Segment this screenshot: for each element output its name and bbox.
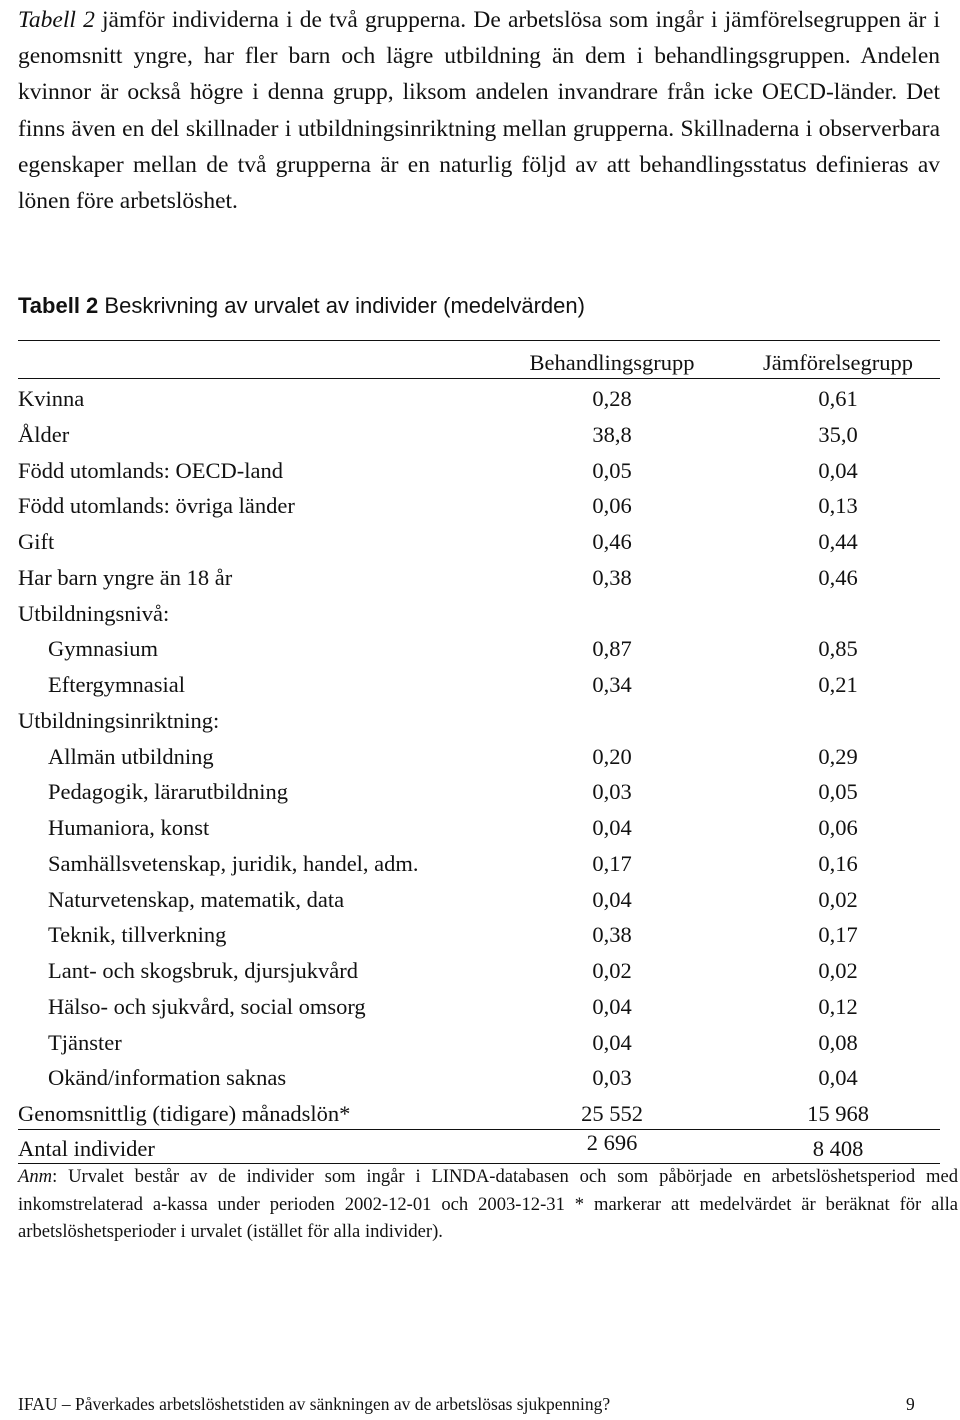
column-header-comparison: Jämförelsegrupp: [763, 350, 913, 375]
comparison-value: 0,16: [818, 850, 858, 876]
treatment-value: 0,06: [592, 493, 632, 519]
table-row: [0, 989, 960, 1025]
row-label: Samhällsvetenskap, juridik, handel, adm.: [48, 850, 419, 876]
treatment-value: 0,34: [592, 672, 632, 697]
page-number: 9: [906, 1394, 915, 1414]
row-label: Har barn yngre än 18 år: [18, 564, 233, 590]
row-label: Naturvetenskap, matematik, data: [48, 886, 345, 912]
table-note-label: Anm: [18, 1166, 53, 1187]
comparison-value: 0,04: [818, 457, 858, 483]
comparison-value: 0,04: [818, 1065, 858, 1091]
row-label: Allmän utbildning: [48, 743, 214, 769]
comparison-value: 0,02: [818, 958, 858, 983]
table-row: [0, 846, 960, 882]
comparison-value: 0,13: [818, 493, 858, 519]
treatment-value: 0,87: [592, 636, 632, 662]
comparison-value: 0,29: [818, 743, 858, 769]
row-label: Ålder: [18, 421, 70, 447]
treatment-value: 0,46: [592, 529, 632, 554]
table-row: [0, 810, 960, 846]
table-reference: Tabell 2: [18, 7, 95, 33]
table-row: [0, 1060, 960, 1096]
comparison-value: 0,46: [818, 564, 858, 590]
table-row: [0, 703, 960, 739]
row-label: Genomsnittlig (tidigare) månadslön*: [18, 1101, 351, 1126]
total-label: Antal individer: [18, 1136, 155, 1161]
comparison-value: 0,08: [818, 1029, 858, 1055]
treatment-value: 0,17: [592, 850, 632, 876]
table-note: [18, 1163, 958, 1246]
row-label: Född utomlands: OECD-land: [18, 457, 283, 483]
row-label: Hälso- och sjukvård, social omsorg: [48, 993, 366, 1019]
row-label: Pedagogik, lärarutbildning: [48, 779, 288, 805]
treatment-value: 0,38: [592, 564, 632, 590]
treatment-value: 0,04: [592, 993, 632, 1019]
table-row: [0, 774, 960, 810]
table-caption-text: Beskrivning av urvalet av individer (medelvärden): [98, 293, 585, 318]
table-row: [0, 596, 960, 632]
table-row: [0, 524, 960, 560]
table-row: [0, 381, 960, 417]
intro-paragraph: [18, 2, 940, 219]
comparison-value: 15 968: [807, 1101, 869, 1126]
comparison-value: 0,06: [818, 815, 858, 840]
table-caption-label: Tabell 2: [18, 293, 99, 318]
table-row: [0, 1025, 960, 1061]
table-total-rule: [18, 1129, 940, 1130]
treatment-value: 0,04: [592, 886, 632, 912]
treatment-value: 0,04: [592, 1029, 632, 1055]
table-row: [0, 739, 960, 775]
comparison-value: 35,0: [818, 421, 858, 447]
total-comparison-value: 8 408: [812, 1136, 864, 1161]
row-label: Kvinna: [18, 386, 85, 411]
comparison-value: 0,85: [818, 636, 858, 662]
row-label: Tjänster: [48, 1029, 122, 1055]
table-top-rule: [18, 340, 940, 341]
row-label: Humaniora, konst: [48, 815, 210, 840]
table-header-rule: [18, 378, 940, 379]
table-total-row: [0, 1131, 960, 1167]
comparison-value: 0,21: [818, 672, 858, 697]
row-label: Eftergymnasial: [48, 672, 186, 697]
comparison-value: 0,61: [818, 386, 858, 411]
table-row: [0, 667, 960, 703]
row-label: Född utomlands: övriga länder: [18, 493, 295, 519]
row-label: Okänd/information saknas: [48, 1065, 287, 1091]
intro-text: jämför individerna i de två grupperna. De arbetslösa som ingår i jämförelsegruppen är i genomsnitt yngre, har fler barn och lägre utbildning än dem i behandlingsgruppen. Andelen kvinnor är också högre i denna grupp, liksom andelen invandrare från icke OECD-länder. Det finns även en del skillnader i utbildningsinriktning mellan grupperna. Skillnaderna i observerbara egenskaper mellan de två grupperna är en naturlig följd av att behandlingsstatus definieras av lönen före arbetslöshet.: [18, 7, 940, 215]
table-row: [0, 631, 960, 667]
table-row: [0, 453, 960, 489]
table-row: [0, 917, 960, 953]
table-row: [0, 488, 960, 524]
comparison-value: 0,44: [818, 529, 858, 554]
treatment-value: 25 552: [581, 1101, 643, 1126]
treatment-value: 0,05: [592, 457, 632, 483]
row-label: Lant- och skogsbruk, djursjukvård: [48, 958, 358, 983]
treatment-value: 38,8: [592, 421, 632, 447]
table-row: [0, 953, 960, 989]
row-label: Teknik, tillverkning: [48, 922, 227, 948]
column-header-treatment: Behandlingsgrupp: [529, 350, 695, 375]
comparison-value: 0,17: [818, 922, 858, 948]
comparison-value: 0,12: [818, 993, 858, 1019]
treatment-value: 0,03: [592, 779, 632, 805]
treatment-value: 0,04: [592, 815, 632, 840]
table-caption: [18, 293, 585, 319]
running-footer-title: IFAU – Påverkades arbetslöshetstiden av sänkningen av de arbetslösas sjukpenning?: [18, 1394, 611, 1414]
row-label: Utbildningsnivå:: [18, 600, 170, 626]
row-label: Gift: [18, 529, 55, 554]
table-note-text: : Urvalet består av de individer som ingår i LINDA-databasen och som påbörjade en arbetslöshetsperiod med inkomstrelaterad a-kassa under perioden 2002-12-01 och 2003-12-31 * markerar att medelvärdet är beräknat för alla arbetslöshetsperioder i urvalet (istället för alla individer).: [18, 1166, 958, 1242]
comparison-value: 0,05: [818, 779, 858, 805]
treatment-value: 0,03: [592, 1065, 632, 1091]
comparison-value: 0,02: [818, 886, 858, 912]
table-row: [0, 417, 960, 453]
treatment-value: 0,02: [592, 958, 632, 983]
treatment-value: 0,20: [592, 743, 632, 769]
treatment-value: 0,28: [592, 386, 632, 411]
total-treatment-value: 2 696: [586, 1130, 638, 1155]
table-row: [0, 1096, 960, 1132]
treatment-value: 0,38: [592, 922, 632, 948]
table-row: [0, 560, 960, 596]
row-label: Gymnasium: [48, 636, 158, 662]
table-row: [0, 882, 960, 918]
row-label: Utbildningsinriktning:: [18, 707, 220, 733]
